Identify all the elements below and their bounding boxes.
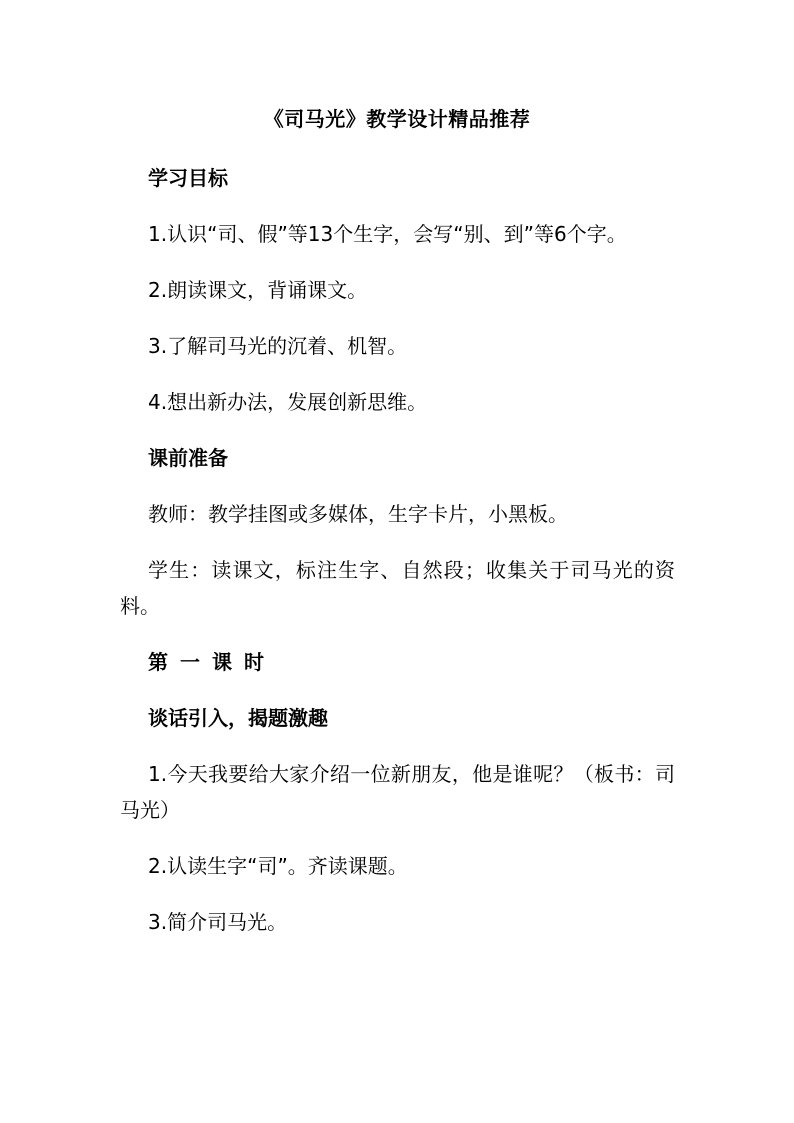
paragraph-goal-2: 2.朗读课文，背诵课文。 [148, 278, 368, 302]
section-heading-introduction: 谈话引入，揭题激趣 [148, 706, 328, 730]
paragraph-goal-1: 1.认识“司、假”等13个生字，会写“别、到”等6个字。 [148, 222, 627, 246]
paragraph-intro-3: 3.简介司马光。 [148, 910, 288, 934]
paragraph-student-prep: 学生：读课文，标注生字、自然段；收集关于司马光的资料。 [120, 558, 675, 618]
section-heading-preparation: 课前准备 [148, 446, 228, 470]
paragraph-intro-1: 1.今天我要给大家介绍一位新朋友，他是谁呢？（板书：司马光） [120, 762, 675, 822]
paragraph-intro-2: 2.认读生字“司”。齐读课题。 [148, 854, 408, 878]
paragraph-goal-4: 4.想出新办法，发展创新思维。 [148, 390, 428, 414]
document-body [120, 160, 675, 960]
paragraph-goal-3: 3.了解司马光的沉着、机智。 [148, 334, 408, 358]
section-heading-learning-goals: 学习目标 [148, 166, 228, 190]
document-title: 《司马光》教学设计精品推荐 [263, 107, 531, 131]
paragraph-teacher-prep: 教师：教学挂图或多媒体，生字卡片，小黑板。 [148, 502, 568, 526]
lesson-heading: 第一课时 [148, 650, 276, 674]
